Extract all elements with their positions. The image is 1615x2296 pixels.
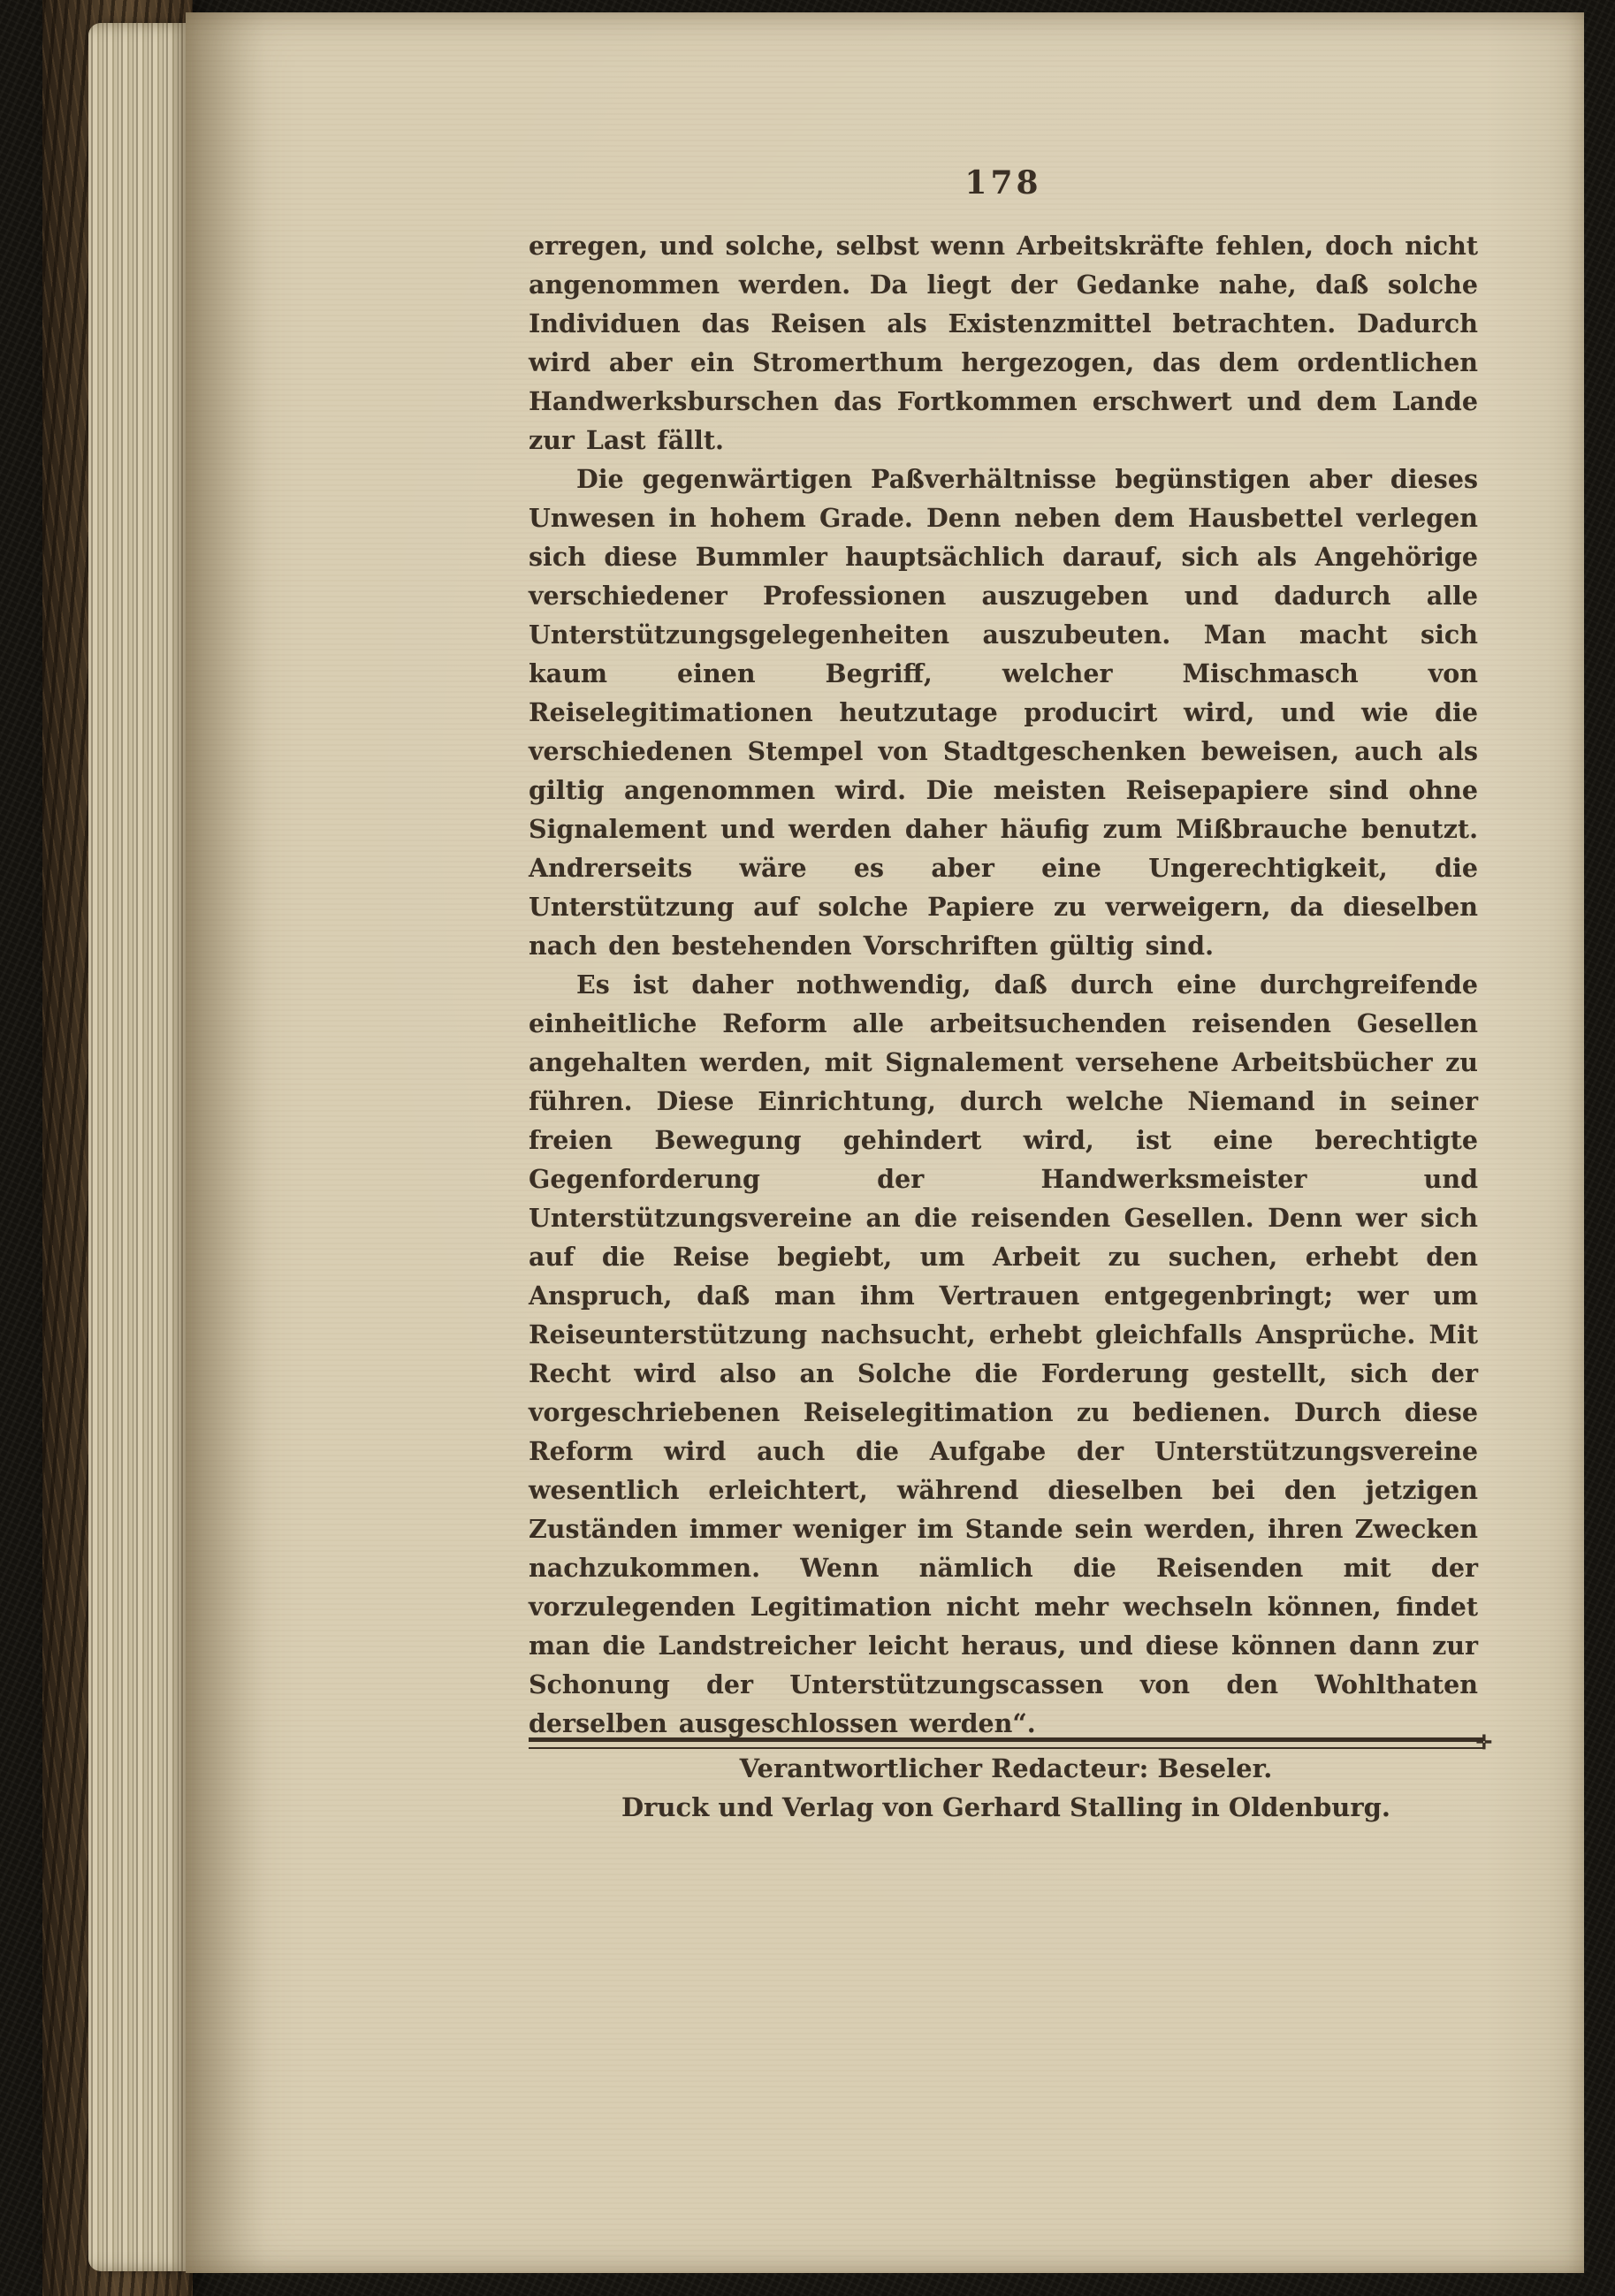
divider-ornament-icon: ✛: [1475, 1731, 1492, 1754]
colophon-printer-line: Druck und Verlag von Gerhard Stalling in Oldenburg.: [621, 1792, 1390, 1822]
paragraph: Es ist daher nothwendig, daß durch eine durchgreifende einheitliche Reform alle arbeitsuchenden reisenden Gesellen angehalten werden, mit Signalement versehene Arbeitsbücher zu führen. Diese Einrichtung, durch welche Niemand in seiner freien Bewegung gehindert wird, ist eine berechtigte Gegenforderung der Handwerksmeister und Unterstützungsvereine an die reisenden Gesellen. Denn wer sich auf die Reise begiebt, um Arbeit zu suchen, erhebt den Anspruch, daß man ihm Vertrauen entgegenbringt; wer um Reiseunterstützung nachsucht, erhebt gleichfalls Ansprüche. Mit Recht wird also an Solche die Forderung gestellt, sich der vorgeschriebenen Reiselegitimation zu bedienen. Durch diese Reform wird auch die Aufgabe der Unterstützungsvereine wesentlich erleichtert, während dieselben bei den jetzigen Zuständen immer weniger im Stande sein werden, ihren Zwecken nachzukommen. Wenn nämlich die Reisenden mit der vorzulegenden Legitimation nicht mehr wechseln können, findet man die Landstreicher leicht heraus, und diese können dann zur Schonung der Unterstützungscassen von den Wohlthaten derselben ausgeschlossen werden“.: [529, 969, 1478, 1738]
body-text: [529, 226, 1478, 1743]
page-stack-edges: [88, 23, 193, 2271]
paragraph: Die gegenwärtigen Paßverhältnisse begünstigen aber dieses Unwesen in hohem Grade. Denn neben dem Hausbettel verlegen sich diese Bummler hauptsächlich darauf, sich als Angehörige verschiedener Professionen auszugeben und dadurch alle Unterstützungsgelegenheiten auszubeuten. Man macht sich kaum einen Begriff, welcher Mischmasch von Reiselegitimationen heutzutage producirt wird, und wie die verschiedenen Stempel von Stadtgeschenken beweisen, auch als giltig angenommen wird. Die meisten Reisepapiere sind ohne Signalement und werden daher häufig zum Mißbrauche benutzt. Andrerseits wäre es aber eine Ungerechtigkeit, die Unterstützung auf solche Papiere zu verweigern, da dieselben nach den bestehenden Vorschriften gültig sind.: [529, 464, 1478, 961]
book-page: [186, 12, 1584, 2273]
paragraph: erregen, und solche, selbst wenn Arbeitskräfte fehlen, doch nicht angenommen werden. Da liegt der Gedanke nahe, daß solche Individuen das Reisen als Existenzmittel betrachten. Dadurch wird aber ein Stromerthum hergezogen, das dem ordentlichen Handwerksburschen das Fortkommen erschwert und dem Lande zur Last fällt.: [529, 231, 1478, 455]
colophon-editor-line: Verantwortlicher Redacteur: Beseler.: [739, 1753, 1273, 1783]
divider-rule: [529, 1731, 1492, 1754]
colophon: [529, 1731, 1492, 1827]
page-number: 178: [964, 164, 1042, 201]
